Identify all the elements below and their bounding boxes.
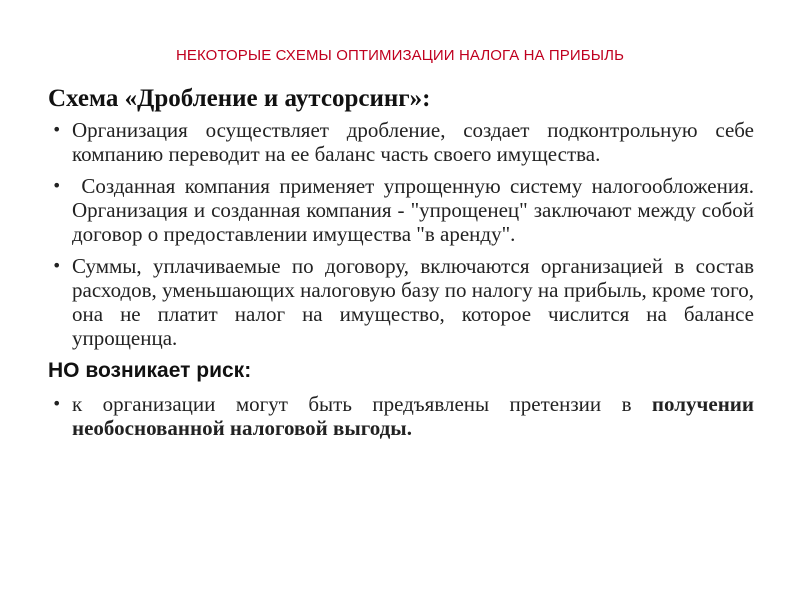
bullet-item [48, 174, 760, 246]
slide-content [48, 84, 760, 448]
risk-heading: НО возникает риск: [48, 359, 252, 382]
bullet-dot-icon: • [52, 120, 62, 139]
slide-title: НЕКОТОРЫЕ СХЕМЫ ОПТИМИЗАЦИИ НАЛОГА НА ПРИБЫЛЬ [175, 47, 625, 64]
scheme-bullet-list [48, 118, 760, 350]
bullet-item [48, 118, 754, 166]
bullet-dot-icon: • [52, 394, 62, 413]
bullet-dot-icon: • [52, 256, 62, 275]
risk-bullet-text: к организации могут быть предъявлены претензии в [72, 392, 652, 416]
risk-bullet-list [48, 392, 754, 440]
scheme-heading: Схема «Дробление и аутсорсинг»: [48, 85, 431, 112]
bullet-text: Суммы, уплачиваемые по договору, включаются организацией в состав расходов, уменьшающих налоговую базу по налогу на прибыль, кроме того, она не платит налог на имущество, которое числится на балансе упрощенца. [72, 254, 754, 350]
bullet-text: Организация осуществляет дробление, создает подконтрольную себе компанию переводит на ее баланс часть своего имущества. [72, 118, 754, 166]
risk-bullet-bold-text: получении необоснованной налоговой выгоды. [72, 392, 754, 440]
bullet-text: Созданная компания применяет упрощенную систему налогообложения. Организация и созданная компания - "упрощенец" заключают между собой договор о предоставлении имущества "в аренду". [72, 174, 760, 246]
bullet-dot-icon: • [52, 176, 62, 195]
bullet-item [48, 254, 754, 350]
risk-bullet-item [48, 392, 754, 440]
